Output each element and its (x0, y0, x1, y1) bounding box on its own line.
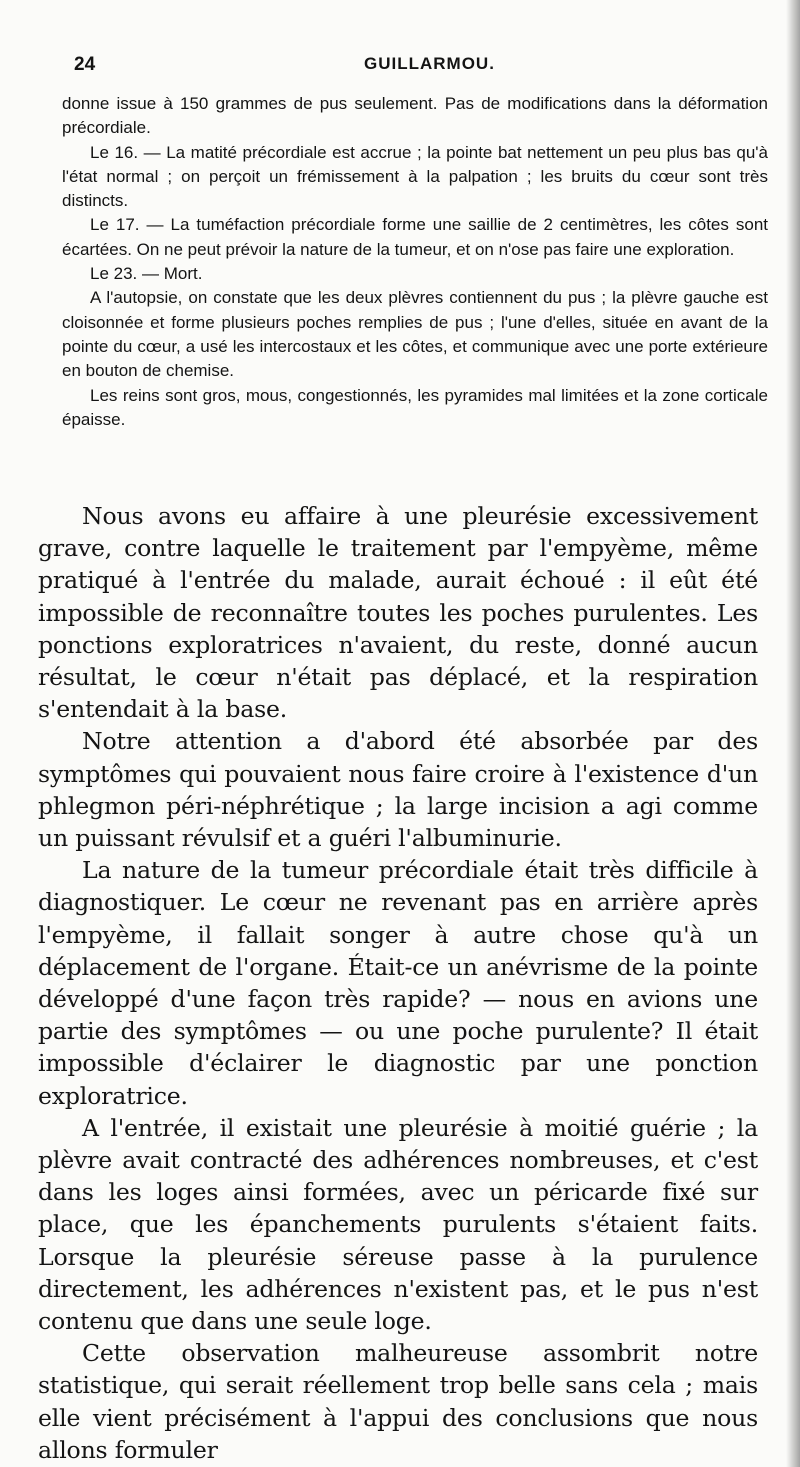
note-line: Le 16. — La matité précordiale est accrue ; la pointe bat nettement un peu plus bas qu'à l'état normal ; on perçoit un frémissement à la palpation ; les bruits du cœur sont très distincts. (62, 142, 768, 211)
paragraph: Notre attention a d'abord été absorbée par des symptômes qui pouvaient nous faire croire à l'existence d'un phlegmon péri-néphrétique ; la large incision a agi comme un puissant révulsif et a guéri l'albuminurie. (38, 727, 758, 853)
note-line: A l'autopsie, on constate que les deux plèvres contiennent du pus ; la plèvre gauche est cloisonnée et forme plusieurs poches remplies de pus ; l'une d'elles, située en avant de la pointe du cœur, a usé les intercostaux et les côtes, et communique avec une porte extérieure en bouton de chemise. (62, 288, 768, 381)
commentary-text (38, 500, 758, 1466)
note-line: donne issue à 150 grammes de pus seulement. Pas de modifications dans la déformation précordiale. (62, 94, 768, 138)
page-number: 24 (74, 54, 96, 75)
page-edge-shadow (786, 0, 800, 1467)
paragraph: La nature de la tumeur précordiale était très difficile à diagnostiquer. Le cœur ne revenant pas en arrière après l'empyème, il fallait songer à autre chose qu'à un déplacement de l'organe. Était-ce un anévrisme de la pointe développé d'une façon très rapide? — nous en avions une partie des symptômes — ou une poche purulente? Il était impossible d'éclairer le diagnostic par une ponction exploratrice. (38, 856, 758, 1110)
paragraph: Nous avons eu affaire à une pleurésie excessivement grave, contre laquelle le traitement par l'empyème, même pratiqué à l'entrée du malade, aurait échoué : il eût été impossible de reconnaître toutes les poches purulentes. Les ponctions exploratrices n'avaient, du reste, donné aucun résultat, le cœur n'était pas déplacé, et la respiration s'entendait à la base. (38, 502, 758, 724)
paragraph: A l'entrée, il existait une pleurésie à moitié guérie ; la plèvre avait contracté des adhérences nombreuses, et c'est dans les loges ainsi formées, avec un péricarde fixé sur place, que les épanchements purulents s'étaient faits. Lorsque la pleurésie séreuse passe à la purulence directement, les adhérences n'existent pas, et le pus n'est contenu que dans une seule loge. (38, 1113, 758, 1336)
note-line: Les reins sont gros, mous, congestionnés, les pyramides mal limitées et la zone corticale épaisse. (62, 385, 768, 429)
note-line: Le 17. — La tuméfaction précordiale forme une saillie de 2 centimètres, les côtes sont écartées. On ne peut prévoir la nature de la tumeur, et on n'ose pas faire une exploration. (62, 215, 768, 259)
case-notes (62, 92, 768, 432)
paragraph: Cette observation malheureuse assombrit notre statistique, qui serait réellement trop belle sans cela ; mais elle vient précisément à l'appui des conclusions que nous allons formuler (38, 1339, 758, 1464)
running-head: GUILLARMOU. (364, 54, 495, 73)
page-header (74, 54, 694, 84)
note-line: Le 23. — Mort. (90, 264, 203, 284)
